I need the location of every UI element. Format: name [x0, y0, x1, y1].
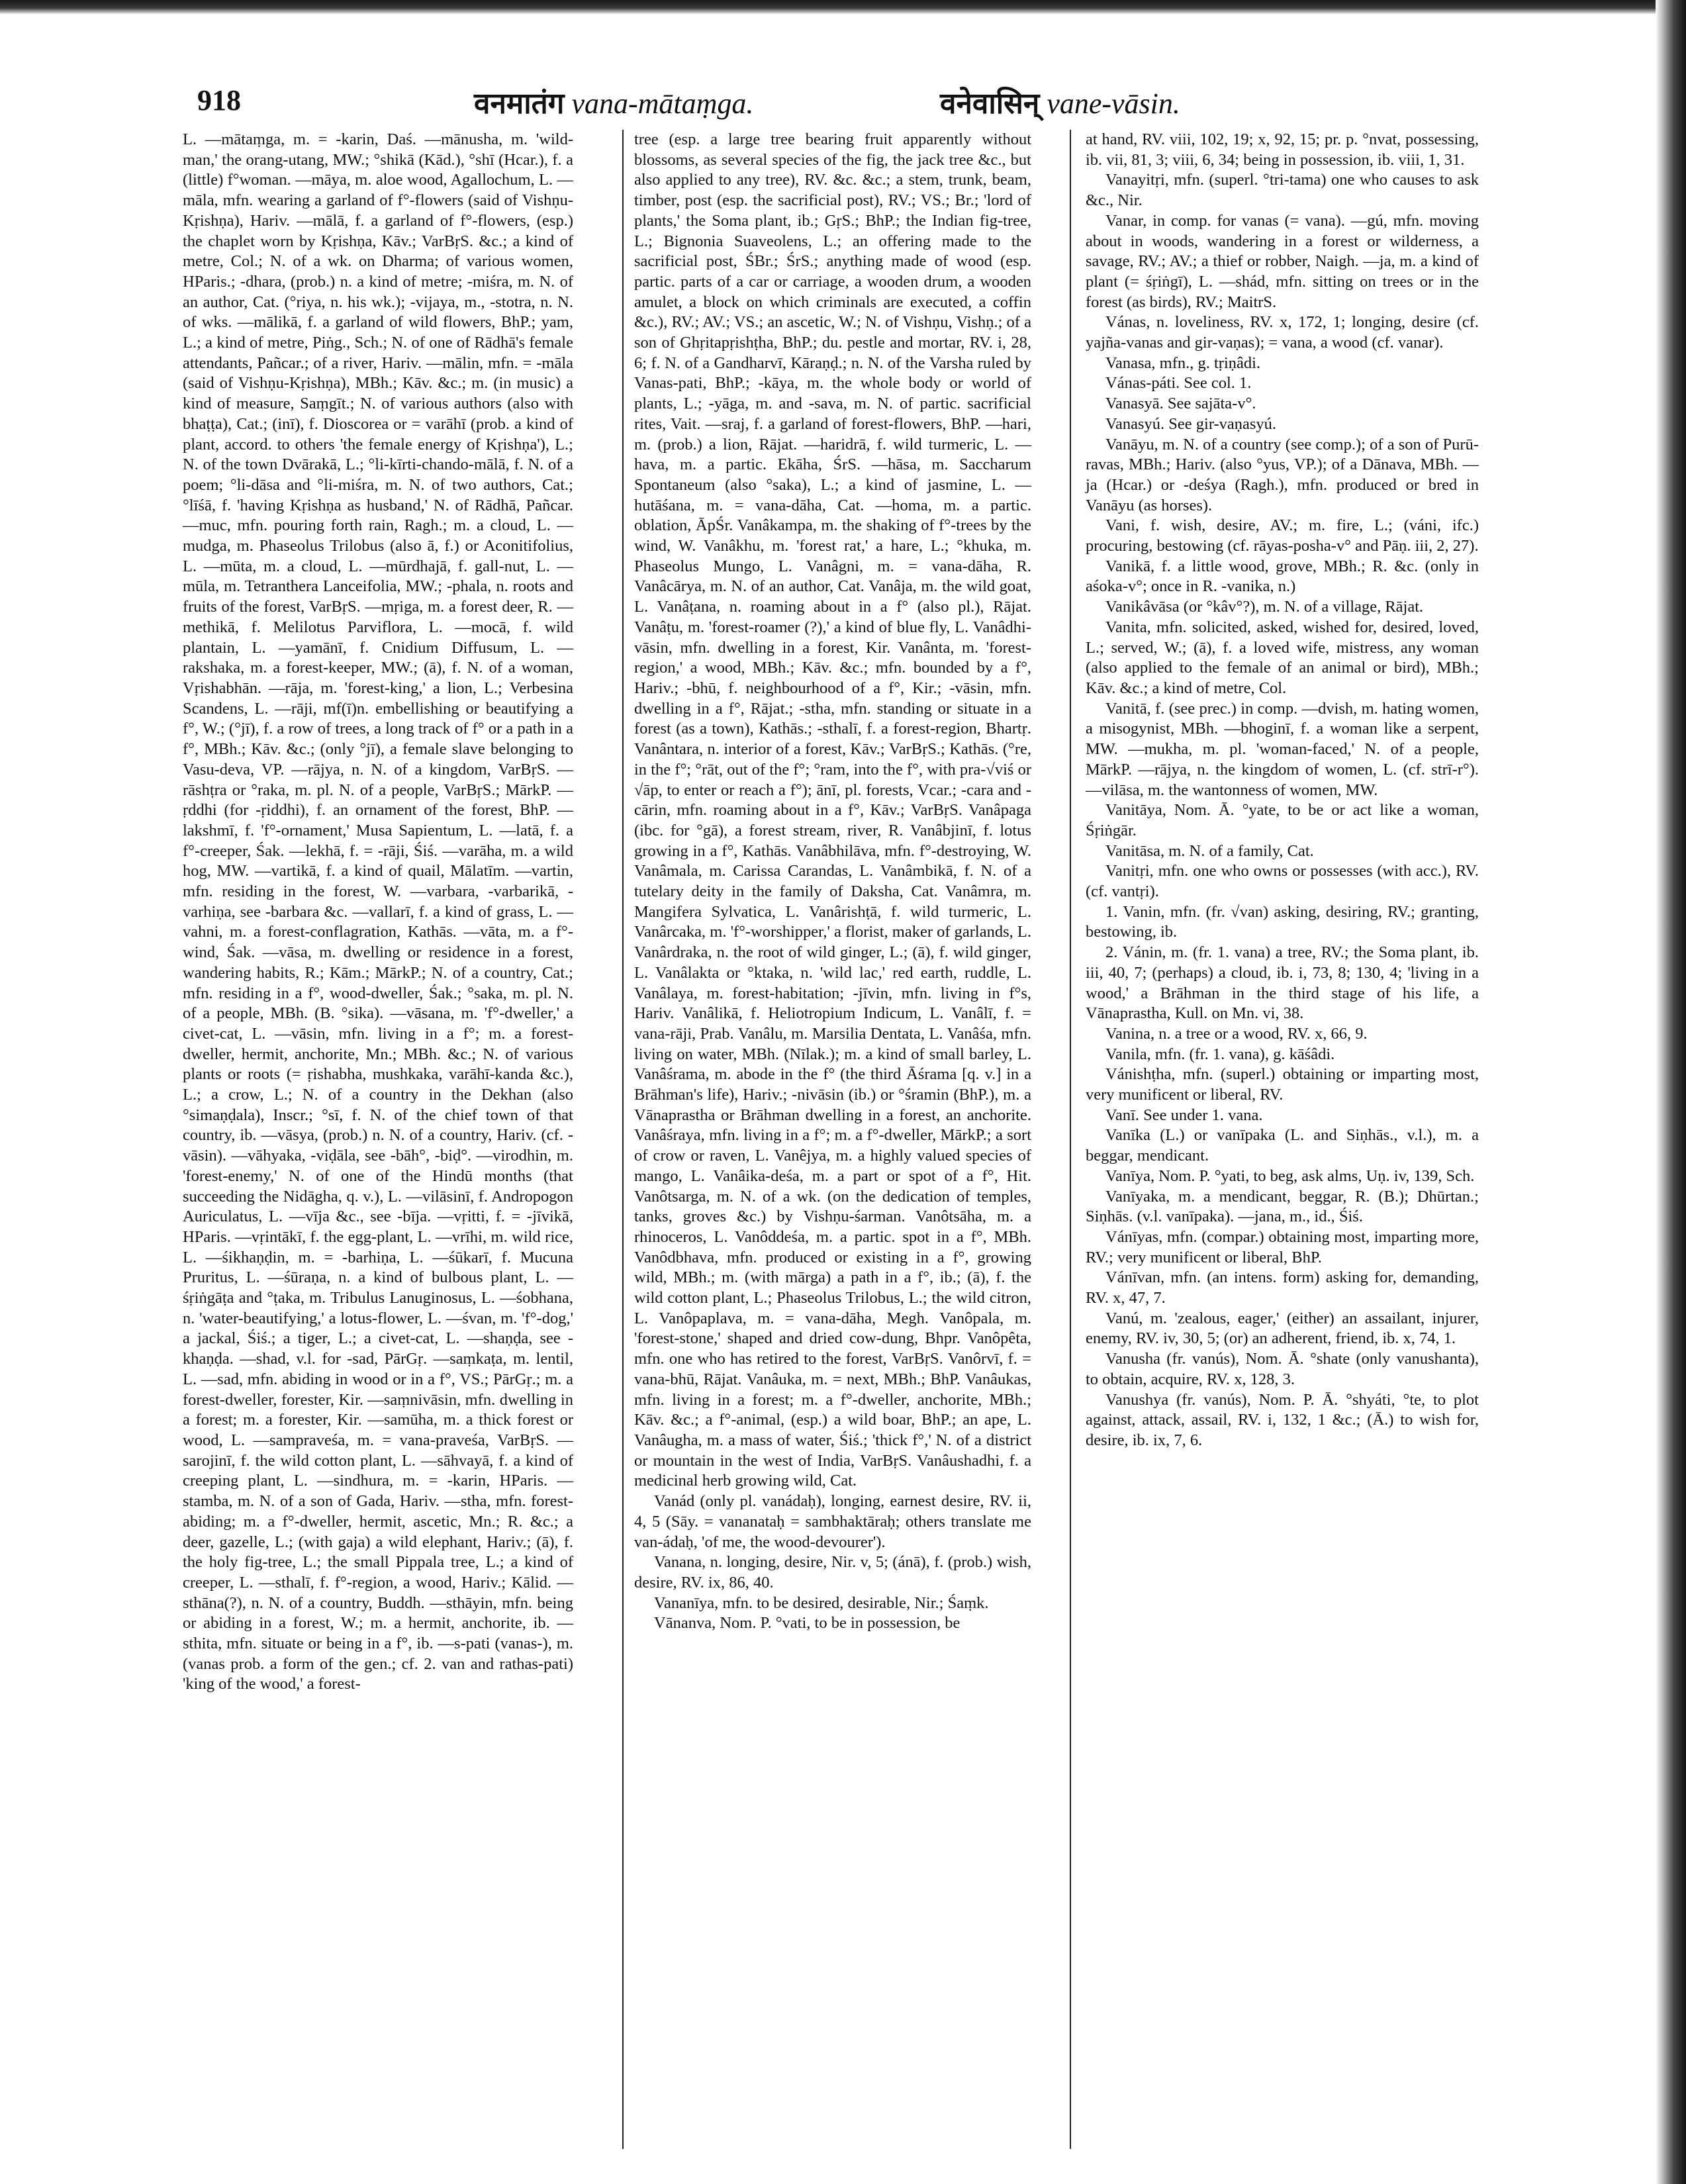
dictionary-entry: 2. Vánin, m. (fr. 1. vana) a tree, RV.; the Soma plant, ib. iii, 40, 7; (perhaps) a cloud, ib. i, 73, 8; 130, 4; 'living in a wood,' a Brāhman in the third stage of his life, a Vānaprastha, Kull. on Mn. vi, 38. [1086, 943, 1479, 1023]
dictionary-entry: L. —mātaṃga, m. = -karin, Daś. —mānusha, m. 'wild-man,' the orang-utang, MW.; °shikā (Kād.), °shī (Hcar.), f. a (little) f°woman. —māya, m. aloe wood, Agallochum, L. —māla, mfn. wearing a garland of f°-flowers (said of Vishṇu-Kṛishṇa), Hariv. —mālā, f. a garland of f°-flowers, (esp.) the chaplet worn by Kṛishṇa, Kāv.; VarBṛS. &c.; a kind of metre, Col.; N. of a wk. on Dharma; of various women, HParis.; -dhara, (prob.) n. a kind of metre; -miśra, m. N. of an author, Cat. (°riya, n. his wk.); -vijaya, m., -stotra, n. N. of wks. —mālikā, f. a garland of wild flowers, BhP.; yam, L.; a kind of metre, Piṅg., Sch.; N. of one of Rādhā's female attendants, Pañcar.; of a river, Hariv. —mālin, mfn. = -māla (said of Vishṇu-Kṛishṇa), MBh.; Kāv. &c.; m. (in music) a kind of measure, Saṃgīt.; N. of various authors (also with bhaṭṭa), Cat.; (inī), f. Dioscorea or = varāhī (prob. a kind of plant, accord. to others 'the female energy of Kṛishṇa'), L.; N. of the town Dvārakā, L.; °li-kīrti-chando-mālā, f. N. of a poem; °li-dāsa and °li-miśra, m. N. of two authors, Cat.; °līśā, f. 'having Kṛishṇa as husband,' N. of Rādhā, Pañcar. —muc, mfn. pouring forth rain, Ragh.; m. a cloud, L. —mudga, m. Phaseolus Trilobus (also ā, f.) or Aconitifolius, L. —mūta, m. a cloud, L. —mūrdhajā, f. gall-nut, L. —mūla, m. Tetranthera Lanceifolia, MW.; -phala, n. roots and fruits of the forest, VarBṛS. —mṛiga, m. a forest deer, R. —methikā, f. Melilotus Parviflora, L. —mocā, f. wild plantain, L. —yamānī, f. Cnidium Diffusum, L. —rakshaka, m. a forest-keeper, MW.; (ā), f. N. of a woman, Vṛishabhān. —rāja, m. 'forest-king,' a lion, L.; Verbesina Scandens, L. —rāji, mf(ī)n. embellishing or beautifying a f°, W.; (°jī), f. a row of trees, a long track of f° or a path in a f°, MBh.; Kāv. &c.; (only °jī), a female slave belonging to Vasu-deva, VP. —rājya, n. N. of a kingdom, VarBṛS. —rāshṭra or °raka, m. pl. N. of a people, VarBṛS.; MārkP. —ṛddhi (for -ṛiddhi), f. an ornament of the forest, BhP. —lakshmī, f. 'f°-ornament,' Musa Sapientum, L. —latā, f. a f°-creeper, Śak. —lekhā, f. = -rāji, Śiś. —varāha, m. a wild hog, MW. —vartikā, f. a kind of quail, Mālatīm. —vartin, mfn. residing in the forest, W. —varbara, -varbarikā, -varhiṇa, see -barbara &c. —vallarī, f. a kind of grass, L. —vahni, m. a forest-conflagration, Kathās. —vāta, m. a f°-wind, Śak. —vāsa, m. dwelling or residence in a forest, wandering habits, R.; Kām.; MārkP.; N. of a country, Cat.; mfn. residing in a f°, wood-dweller, Śak.; °saka, m. pl. N. of a people, MBh. (B. °sika). —vāsana, m. 'f°-dweller,' a civet-cat, L. —vāsin, mfn. living in a f°; m. a forest-dweller, hermit, anchorite, Mn.; MBh. &c.; N. of various plants or roots (= ṛishabha, mushkaka, varāhī-kanda &c.), L.; a crow, L.; N. of a country in the Dekhan (also °simaṇḍala), Inscr.; °sī, f. N. of the chief town of that country, ib. —vāsya, (prob.) n. N. of a country, Hariv. (cf. -vāsin). —vāhyaka, -viḍāla, see -bāh°, -biḍ°. —virodhin, m. 'forest-enemy,' N. of one of the Hindū months (that succeeding the Nidāgha, q. v.), L. —vilāsinī, f. Andropogon Auriculatus, L. —vīja &c., see -bīja. —vṛitti, f. = -jīvikā, HParis. —vṛintākī, f. the egg-plant, L. —vrīhi, m. wild rice, L. —śikhaṇḍin, m. = -barhiṇa, L. —śūkarī, f. Mucuna Pruritus, L. —śūraṇa, n. a kind of bulbous plant, L. —śṛiṅgāṭa and °ṭaka, m. Tribulus Lanuginosus, L. —śobhana, n. 'water-beautifying,' a lotus-flower, L. —śvan, m. 'f°-dog,' a jackal, Śiś.; a tiger, L.; a civet-cat, L. —shaṇḍa, see -khaṇḍa. —shad, v.l. for -sad, PārGṛ. —saṃkaṭa, m. lentil, L. —sad, mfn. abiding in wood or in a f°, VS.; PārGṛ.; m. a forest-dweller, forester, Kir. —saṃnivāsin, mfn. dwelling in a forest; m. a forester, Kir. —samūha, m. a thick forest or wood, L. —sampraveśa, m. = vana-praveśa, VarBṛS. —sarojinī, f. the wild cotton plant, L. —sāhvayā, f. a kind of creeping plant, L. —sindhura, m. = -karin, HParis. —stamba, m. N. of a son of Gada, Hariv. —stha, mfn. forest-abiding; m. a f°-dweller, hermit, ascetic, Mn.; R. &c.; a deer, gazelle, L.; (with gaja) a wild elephant, Hariv.; (ā), f. the holy fig-tree, L.; the small Pippala tree, L.; a kind of creeper, L. —sthalī, f. f°-region, a wood, Hariv.; Kālid. —sthāna(?), n. N. of a country, Buddh. —sthāyin, mfn. being or abiding in a forest, W.; m. a hermit, anchorite, ib. —sthita, mfn. situate or being in a f°, ib. —s-pati (vanas-), m. (vanas prob. a form of the gen.; cf. 2. van and rathas-pati) 'king of the wood,' a forest- [183, 130, 573, 1693]
running-head-right [940, 82, 1180, 122]
running-head-left-translit: vana-mātaṃga. [571, 87, 754, 120]
dictionary-entry: Vanasyā. See sajāta-v°. [1105, 395, 1256, 413]
dictionary-entry: Vanī. See under 1. vana. [1105, 1106, 1263, 1124]
dictionary-column-1 [183, 130, 573, 1695]
dictionary-entry: Vanar, in comp. for vanas (= vana). —gú, mfn. moving about in woods, wandering in a forest or wilderness, a savage, RV.; AV.; a thief or robber, Naigh. —ja, m. a kind of plant (= śṛiṅgī), L. —shád, mfn. sitting on trees or in the forest (as birds), RV.; MaitrS. [1086, 211, 1479, 311]
dictionary-entry: at hand, RV. viii, 102, 19; x, 92, 15; pr. p. °nvat, possessing, ib. vii, 81, 3; viii, 6, 34; being in possession, ib. viii, 1, 31. [1086, 130, 1479, 169]
dictionary-entry: Vanasyú. See gir-vaṇasyú. [1105, 414, 1277, 433]
running-head-left-devanagari: वनमातंग [474, 87, 565, 120]
dictionary-entry: Vānanva, Nom. P. °vati, to be in possession, be [654, 1614, 960, 1633]
dictionary-entry: Vani, f. wish, desire, AV.; m. fire, L.; (váni, ifc.) procuring, bestowing (cf. rāyas-posha-v° and Pāṇ. iii, 2, 27). [1086, 516, 1479, 555]
running-head-right-devanagari: वनेवासिन् [940, 87, 1040, 120]
dictionary-entry: Vanú, m. 'zealous, eager,' (either) an assailant, injurer, enemy, RV. iv, 30, 5; (or) an adherent, friend, ib. x, 74, 1. [1086, 1309, 1479, 1348]
dictionary-entry: Vanila, mfn. (fr. 1. vana), g. kāśâdi. [1105, 1045, 1335, 1063]
dictionary-entry: Vanushya (fr. vanús), Nom. P. Ā. °shyáti, °te, to plot against, attack, assail, RV. i, 132, 1 &c.; (Ā.) to wish for, desire, ib. ix, 7, 6. [1086, 1390, 1479, 1449]
dictionary-entry: Vánas-páti. See col. 1. [1105, 374, 1252, 393]
dictionary-entry: Vanīka (L.) or vanīpaka (L. and Siṇhās., v.l.), m. a beggar, mendicant. [1086, 1126, 1479, 1165]
dictionary-entry: tree (esp. a large tree bearing fruit apparently without blossoms, as several species of the fig, the jack tree &c., but also applied to any tree), RV. &c. &c.; a stem, trunk, beam, timber, post (esp. the sacrificial post), RV.; VS.; Br.; 'lord of plants,' the Soma plant, ib.; GṛS.; BhP.; the Indian fig-tree, L.; Bignonia Suaveolens, L.; an offering made to the sacrificial post, ŚBr.; ŚrS.; anything made of wood (esp. partic. parts of a car or carriage, a wooden drum, a wooden amulet, a block on which criminals are executed, a coffin &c.), RV.; AV.; VS.; an ascetic, W.; N. of Vishṇu, Vishṇ.; of a son of Ghṛitapṛishṭha, BhP.; du. pestle and mortar, RV. i, 28, 6; f. N. of a Gandharvī, Kāraṇḍ.; n. N. of the Varsha ruled by Vanas-pati, BhP.; -kāya, m. the whole body or world of plants, L.; -yāga, m. and -sava, m. N. of partic. sacrificial rites, Vait. —sraj, f. a garland of forest-flowers, BhP. —hari, m. (prob.) a lion, Rājat. —haridrā, f. wild turmeric, L. —hava, m. a partic. Ekāha, ŚrS. —hāsa, m. Saccharum Spontaneum (also °saka), L.; a kind of jasmine, L. —hutāśana, m. = vana-dāha, Cat. —homa, m. a partic. oblation, ĀpŚr. Vanâkampa, m. the shaking of f°-trees by the wind, W. Vanâkhu, m. 'forest rat,' a hare, L.; °khuka, m. Phaseolus Mungo, L. Vanâgni, m. = vana-dāha, R. Vanâcārya, m. N. of an author, Cat. Vanâja, m. the wild goat, L. Vanâṭana, n. roaming about in a f° (also pl.), Rājat. Vanâṭu, m. 'forest-roamer (?),' a kind of blue fly, L. Vanâdhi-vāsin, mfn. dwelling in a forest, Kir. Vanânta, m. 'forest-region,' a wood, MBh.; Kāv. &c.; mfn. bounded by a f°, Hariv.; -bhū, f. neighbourhood of a f°, Kir.; -vāsin, mfn. dwelling in a f°, Rājat.; -stha, mfn. standing or situate in a forest (as a town), Kathās.; -sthalī, f. a forest-region, Bhartṛ. Vanântara, n. interior of a forest, Kāv.; VarBṛS.; Kathās. (°re, in the f°; °rāt, out of the f°; °ram, into the f°, with pra-√viś or √āp, to enter or reach a f°); ānī, pl. forests, Vcar.; -cara and -cārin, mfn. roaming about in a f°, Kāv.; VarBṛS. Vanâpaga (ibc. for °gā), a forest stream, river, R. Vanâbjinī, f. lotus growing in a f°, Kathās. Vanâbhilāva, mfn. f°-destroying, W. Vanâmala, m. Carissa Carandas, L. Vanâmbikā, f. N. of a tutelary deity in the family of Daksha, Cat. Vanâmra, m. Mangifera Sylvatica, L. Vanârishṭā, f. wild turmeric, L. Vanârcaka, m. 'f°-worshipper,' a florist, maker of garlands, L. Vanârdraka, n. the root of wild ginger, L.; (ā), f. wild ginger, L. Vanâlakta or °ktaka, n. 'wild lac,' red earth, ruddle, L. Vanâlaya, m. forest-habitation; -jīvin, mfn. living in f°s, Hariv. Vanâlikā, f. Heliotropium Indicum, L. Vanâlī, f. = vana-rāji, Prab. Vanâlu, m. Marsilia Dentata, L. Vanâśa, mfn. living on water, MBh. (Nīlak.); m. a kind of small barley, L. Vanâśrama, m. abode in the f° (the third Āśrama [q. v.] in a Brāhman's life), Hariv.; -nivāsin (ib.) or °śramin (BhP.), m. a Vānaprastha or Brāhman dwelling in a forest, an anchorite. Vanâśraya, mfn. living in a f°; m. a f°-dweller, MārkP.; a sort of crow or raven, L. Vanêjya, m. a highly valued species of mango, L. Vanâika-deśa, m. a part or spot of a f°, Hit. Vanôtsarga, m. N. of a wk. (on the dedication of temples, tanks, groves &c.) by Vishṇu-śarman. Vanôtsāha, m. a rhinoceros, L. Vanôddeśa, m. a partic. spot in a f°, MBh. Vanôdbhava, mfn. produced or existing in a f°, growing wild, MBh.; m. (with mārga) a path in a f°, ib.; (ā), f. the wild cotton plant, L.; Phaseolus Trilobus, L.; the wild citron, L. Vanôpaplava, m. = vana-dāha, Megh. Vanôpala, m. 'forest-stone,' shaped and dried cow-dung, Bhpr. Vanôpêta, mfn. one who has retired to the forest, VarBṛS. Vanôrvī, f. = vana-bhū, Rājat. Vanâuka, m. = next, MBh.; BhP. Vanâukas, mfn. living in a forest; m. a f°-dweller, anchorite, MBh.; Kāv. &c.; a f°-animal, (esp.) a wild boar, BhP.; an ape, L. Vanâugha, m. a mass of water, Śiś.; 'thick f°,' N. of a district or mountain in the west of India, VarBṛS. Vanâushadhi, f. a medicinal herb growing wild, Cat. [634, 130, 1031, 1490]
dictionary-entry: Vanāyu, m. N. of a country (see comp.); of a son of Purū-ravas, MBh.; Hariv. (also °yus, VP.); of a Dānava, MBh. —ja (Hcar.) or -deśya (Ragh.), mfn. produced or bred in Vanāyu (as horses). [1086, 435, 1479, 514]
dictionary-entry: Vanitāya, Nom. Ā. °yate, to be or act like a woman, Śṛiṅgār. [1086, 801, 1479, 839]
dictionary-entry: 1. Vanin, mfn. (fr. √van) asking, desiring, RV.; granting, bestowing, ib. [1086, 902, 1479, 941]
dictionary-entry: Vanitṛi, mfn. one who owns or possesses (with acc.), RV. (cf. vantṛi). [1086, 862, 1479, 901]
dictionary-entry: Vanitā, f. (see prec.) in comp. —dvish, m. hating women, a misogynist, MBh. —bhoginī, f. a woman like a serpent, MW. —mukha, m. pl. 'woman-faced,' N. of a people, MārkP. —rājya, n. the kingdom of women, L. (cf. strī-r°). —vilāsa, m. the wantonness of women, MW. [1086, 699, 1479, 799]
dictionary-entry: Vánishṭha, mfn. (superl.) obtaining or imparting most, very munificent or liberal, RV. [1086, 1065, 1479, 1104]
running-head-right-translit: vane-vāsin. [1047, 87, 1180, 120]
dictionary-entry: Vanád (only pl. vanádaḥ), longing, earnest desire, RV. ii, 4, 5 (Sāy. = vananataḥ = sambhaktāraḥ; others translate me van-ádaḥ, 'of me, the wood-devourer'). [634, 1492, 1031, 1551]
dictionary-entry: Vanasa, mfn., g. tṛiṇâdi. [1105, 354, 1261, 372]
dictionary-entry: Vanīya, Nom. P. °yati, to beg, ask alms, Uṇ. iv, 139, Sch. [1105, 1166, 1475, 1185]
column-divider [1070, 130, 1071, 2149]
dictionary-entry: Vananīya, mfn. to be desired, desirable, Nir.; Śaṃk. [654, 1593, 989, 1612]
dictionary-entry: Vanikā, f. a little wood, grove, MBh.; R. &c. (only in aśoka-v°; once in R. -vanika, n.) [1086, 557, 1479, 596]
scan-edge-right [1656, 0, 1686, 2184]
dictionary-entry: Vanayitṛi, mfn. (superl. °tri-tama) one who causes to ask &c., Nir. [1086, 171, 1479, 210]
page-number: 918 [197, 84, 241, 117]
dictionary-entry: Vanina, n. a tree or a wood, RV. x, 66, 9. [1105, 1024, 1368, 1043]
dictionary-entry: Vanitāsa, m. N. of a family, Cat. [1105, 841, 1314, 860]
dictionary-entry: Vanita, mfn. solicited, asked, wished for, desired, loved, L.; served, W.; (ā), f. a loved wife, mistress, any woman (also applied to the female of an animal or bird), MBh.; Kāv. &c.; a kind of metre, Col. [1086, 618, 1479, 697]
dictionary-entry: Vánas, n. loveliness, RV. x, 172, 1; longing, desire (cf. yajña-vanas and gir-vaṇas); = vana, a wood (cf. vanar). [1086, 313, 1479, 352]
dictionary-entry: Vanikâvāsa (or °kâv°?), m. N. of a village, Rājat. [1105, 598, 1424, 616]
dictionary-entry: Vanusha (fr. vanús), Nom. Ā. °shate (only vanushanta), to obtain, acquire, RV. x, 128, 3. [1086, 1350, 1479, 1388]
column-divider [622, 130, 624, 2149]
dictionary-entry: Vánīyas, mfn. (compar.) obtaining most, imparting more, RV.; very munificent or liberal, BhP. [1086, 1227, 1479, 1266]
running-head-left [474, 82, 753, 122]
dictionary-entry: Vanana, n. longing, desire, Nir. v, 5; (ánā), f. (prob.) wish, desire, RV. ix, 86, 40. [634, 1553, 1031, 1591]
scan-edge-top [0, 0, 1686, 15]
dictionary-column-3 [1086, 130, 1479, 1451]
dictionary-entry: Vanīyaka, m. a mendicant, beggar, R. (B.); Dhūrtan.; Siṇhās. (v.l. vanīpaka). —jana, m., id., Śiś. [1086, 1187, 1479, 1226]
dictionary-column-2 [634, 130, 1031, 1634]
dictionary-entry: Vánīvan, mfn. (an intens. form) asking for, demanding, RV. x, 47, 7. [1086, 1268, 1479, 1307]
